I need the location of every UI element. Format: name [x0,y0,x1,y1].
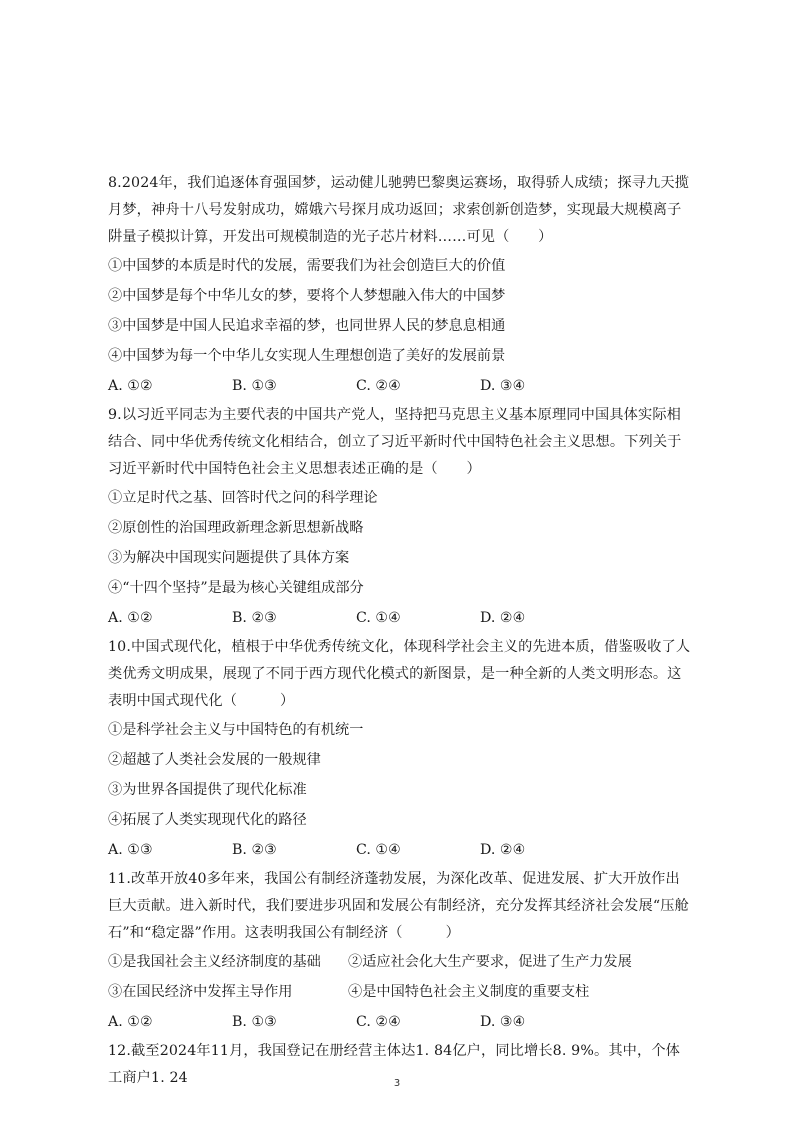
page-number: 3 [393,1078,401,1089]
choice-c: C. ①④ [356,842,401,858]
question-stem: 9.以习近平同志为主要代表的中国共产党人，坚持把马克思主义基本原理同中国具体实际相结合、同中华优秀传统文化相结合，创立了习近平新时代中国特色社会主义思想。下列关于习近平新时代中国特色社会主义思想表述正确的是（ ） [108,407,682,477]
option-2: ②超越了人类社会发展的一般规律 [108,752,321,768]
option-1: ①中国梦的本质是时代的发展，需要我们为社会创造巨大的价值 [108,258,506,274]
option-3: ③中国梦是中国人民追求幸福的梦，也同世界人民的梦息息相通 [108,318,506,334]
choice-a: A. ①② [108,1014,153,1030]
option-row [108,947,692,977]
option-3: ③为世界各国提供了现代化标准 [108,782,307,798]
question-stem: 11.改革开放40多年来，我国公有制经济蓬勃发展，为深化改革、促进发展、扩大开放作出巨大贡献。进入新时代，我们要进步巩固和发展公有制经济，充分发挥其经济社会发展“压舱石”和“稳定器”作用。这表明我国公有制经济（ ） [108,871,689,941]
option-2: ②适应社会化大生产要求，促进了生产力发展 [348,954,632,970]
choice-b: B. ①③ [232,378,277,394]
choice-d: D. ③④ [480,378,526,394]
option-4: ④“十四个坚持”是最为核心关键组成部分 [108,580,364,596]
question-list [108,170,692,1092]
option-3: ③在国民经济中发挥主导作用 [108,984,293,1000]
answer-choices [108,371,692,402]
option-2: ②中国梦是每个中华儿女的梦，要将个人梦想融入伟大的中国梦 [108,288,506,304]
question-stem: 8.2024年，我们追逐体育强国梦，运动健儿驰骋巴黎奥运赛场，取得骄人成绩；探寻九天揽月梦，神舟十八号发射成功，嫦娥六号探月成功返回；求索创新创造梦，实现最大规模离子阱量子模拟计算，开发出可规模制造的光子芯片材料……可见（ ） [108,175,690,245]
choice-b: B. ②③ [232,610,277,626]
option-3: ③为解决中国现实问题提供了具体方案 [108,550,350,566]
choice-a: A. ①② [108,378,153,394]
choice-c: C. ②④ [356,1014,401,1030]
choice-b: B. ②③ [232,842,277,858]
question-8 [108,170,692,402]
choice-c: C. ②④ [356,378,401,394]
answer-choices [108,603,692,634]
option-1: ①立足时代之基、回答时代之问的科学理论 [108,490,378,506]
option-2: ②原创性的治国理政新理念新思想新战略 [108,520,364,536]
choice-d: D. ②④ [480,842,526,858]
choice-b: B. ①③ [232,1014,277,1030]
answer-choices [108,1007,692,1038]
question-10 [108,634,692,866]
option-row [108,977,692,1007]
choice-a: A. ①② [108,610,153,626]
choice-c: C. ①④ [356,610,401,626]
question-stem: 12.截至2024年11月，我国登记在册经营主体达1. 84亿户，同比增长8. 9%。其中，个体工商户1. 24 [108,1043,681,1086]
choice-d: D. ③④ [480,1014,526,1030]
question-9 [108,402,692,634]
question-stem: 10.中国式现代化，植根于中华优秀传统文化，体现科学社会主义的先进本质，借鉴吸收了人类优秀文明成果，展现了不同于西方现代化模式的新图景，是一种全新的人类文明形态。这表明中国式现代化（ ） [108,639,691,709]
choice-a: A. ①③ [108,842,153,858]
question-11 [108,866,692,1038]
choice-d: D. ②④ [480,610,526,626]
option-4: ④中国梦为每一个中华儿女实现人生理想创造了美好的发展前景 [108,348,506,364]
answer-choices [108,835,692,866]
option-1: ①是科学社会主义与中国特色的有机统一 [108,722,364,738]
option-4: ④是中国特色社会主义制度的重要支柱 [348,984,590,1000]
option-4: ④拓展了人类实现现代化的路径 [108,812,307,828]
option-1: ①是我国社会主义经济制度的基础 [108,954,321,970]
